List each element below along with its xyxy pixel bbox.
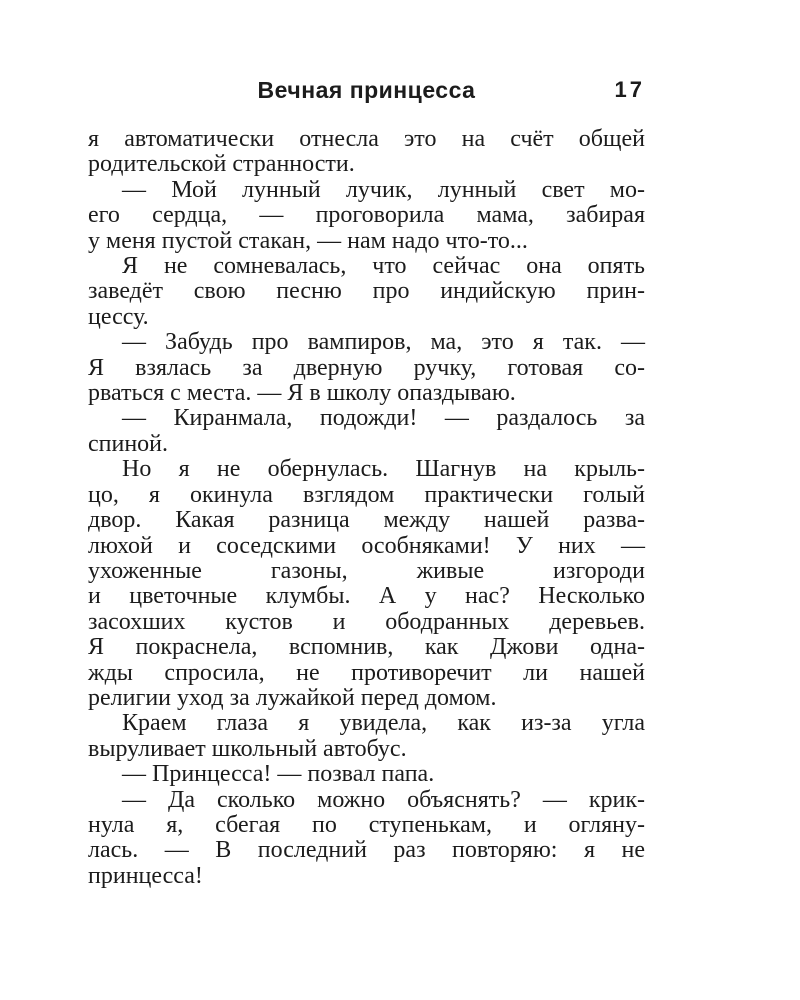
text-line: засохших кустов и ободранных деревьев. [88, 608, 645, 635]
text-line: и цветочные клумбы. А у нас? Несколько [88, 583, 645, 610]
text-line: — Мой лунный лучик, лунный свет мо- [122, 176, 645, 203]
text-line: цессу. [88, 303, 149, 330]
text-line: религии уход за лужайкой перед домом. [88, 684, 497, 711]
text-line: заведёт свою песню про индийскую прин- [88, 278, 645, 305]
text-line: — Принцесса! — позвал папа. [122, 761, 435, 788]
text-line: родительской странности. [88, 151, 355, 178]
text-line: выруливает школьный автобус. [88, 735, 407, 762]
text-line: ухоженные газоны, живые изгороди [88, 557, 645, 584]
text-line: жды спросила, не противоречит ли нашей [88, 659, 645, 686]
text-line: Но я не обернулась. Шагнув на крыль- [122, 456, 645, 483]
text-line: лась. — В последний раз повторяю: я не [88, 837, 645, 864]
text-line: — Забудь про вампиров, ма, это я так. — [122, 329, 645, 356]
text-line: Я не сомневалась, что сейчас она опять [122, 253, 645, 280]
text-line: Краем глаза я увидела, как из-за угла [122, 710, 645, 737]
text-line: его сердца, — проговорила мама, забирая [88, 202, 645, 229]
body-text [88, 127, 645, 889]
text-line: рваться с места. — Я в школу опаздываю. [88, 380, 516, 407]
text-line: нула я, сбегая по ступенькам, и огляну- [88, 811, 645, 838]
text-line: принцесса! [88, 862, 203, 889]
text-line: Я покраснела, вспомнив, как Джови одна- [88, 634, 645, 661]
text-line: люхой и соседскими особняками! У них — [88, 532, 645, 559]
text-line: двор. Какая разница между нашей разва- [88, 507, 645, 534]
page-number: 17 [614, 77, 645, 102]
running-title: Вечная принцесса [257, 77, 476, 103]
page-header [88, 77, 645, 103]
text-line: спиной. [88, 430, 169, 457]
text-line: у меня пустой стакан, — нам надо что-то... [88, 227, 528, 254]
text-line: — Да сколько можно объяснять? — крик- [122, 786, 645, 813]
text-line: — Киранмала, подожди! — раздалось за [122, 405, 645, 432]
text-line: я автоматически отнесла это на счёт общей [88, 126, 645, 152]
text-line: цо, я окинула взглядом практически голый [88, 481, 645, 508]
text-line: Я взялась за дверную ручку, готовая со- [88, 354, 645, 381]
